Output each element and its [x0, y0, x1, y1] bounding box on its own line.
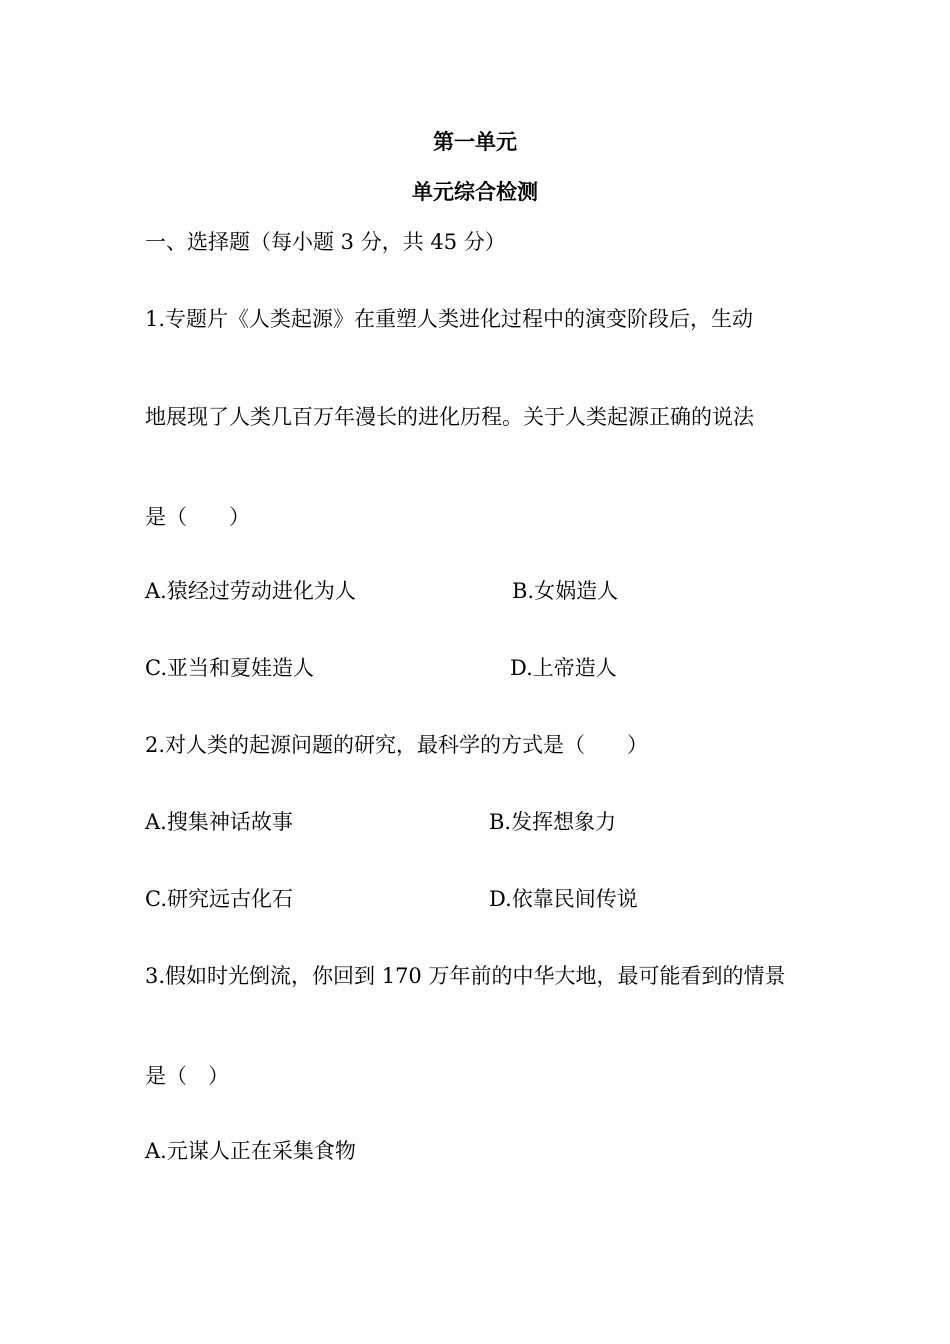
question-3-option-a: A.元谋人正在采集食物: [145, 1139, 356, 1163]
question-1-line-3: 是（ ）: [145, 505, 250, 529]
question-1-option-c: C.亚当和夏娃造人: [145, 656, 314, 680]
question-1-line-2: 地展现了人类几百万年漫长的进化历程。关于人类起源正确的说法: [145, 405, 754, 429]
question-3-line-2: 是（ ）: [145, 1064, 229, 1088]
question-1-option-d: D.上帝造人: [510, 656, 617, 680]
question-2-option-b: B.发挥想象力: [489, 810, 617, 834]
test-subtitle: 单元综合检测: [412, 179, 538, 204]
question-2-line-1: 2.对人类的起源问题的研究，最科学的方式是（ ）: [145, 733, 649, 757]
question-1-line-1: 1.专题片《人类起源》在重塑人类进化过程中的演变阶段后，生动: [145, 307, 754, 331]
question-1-option-a: A.猿经过劳动进化为人: [145, 579, 356, 603]
unit-title: 第一单元: [433, 129, 517, 154]
question-3-line-1: 3.假如时光倒流，你回到 170 万年前的中华大地，最可能看到的情景: [145, 964, 786, 988]
section-heading: 一、选择题（每小题 3 分，共 45 分）: [145, 230, 506, 254]
question-1-option-b: B.女娲造人: [512, 579, 619, 603]
question-2-option-d: D.依靠民间传说: [489, 887, 638, 911]
question-2-option-c: C.研究远古化石: [145, 887, 293, 911]
question-2-option-a: A.搜集神话故事: [145, 810, 293, 834]
